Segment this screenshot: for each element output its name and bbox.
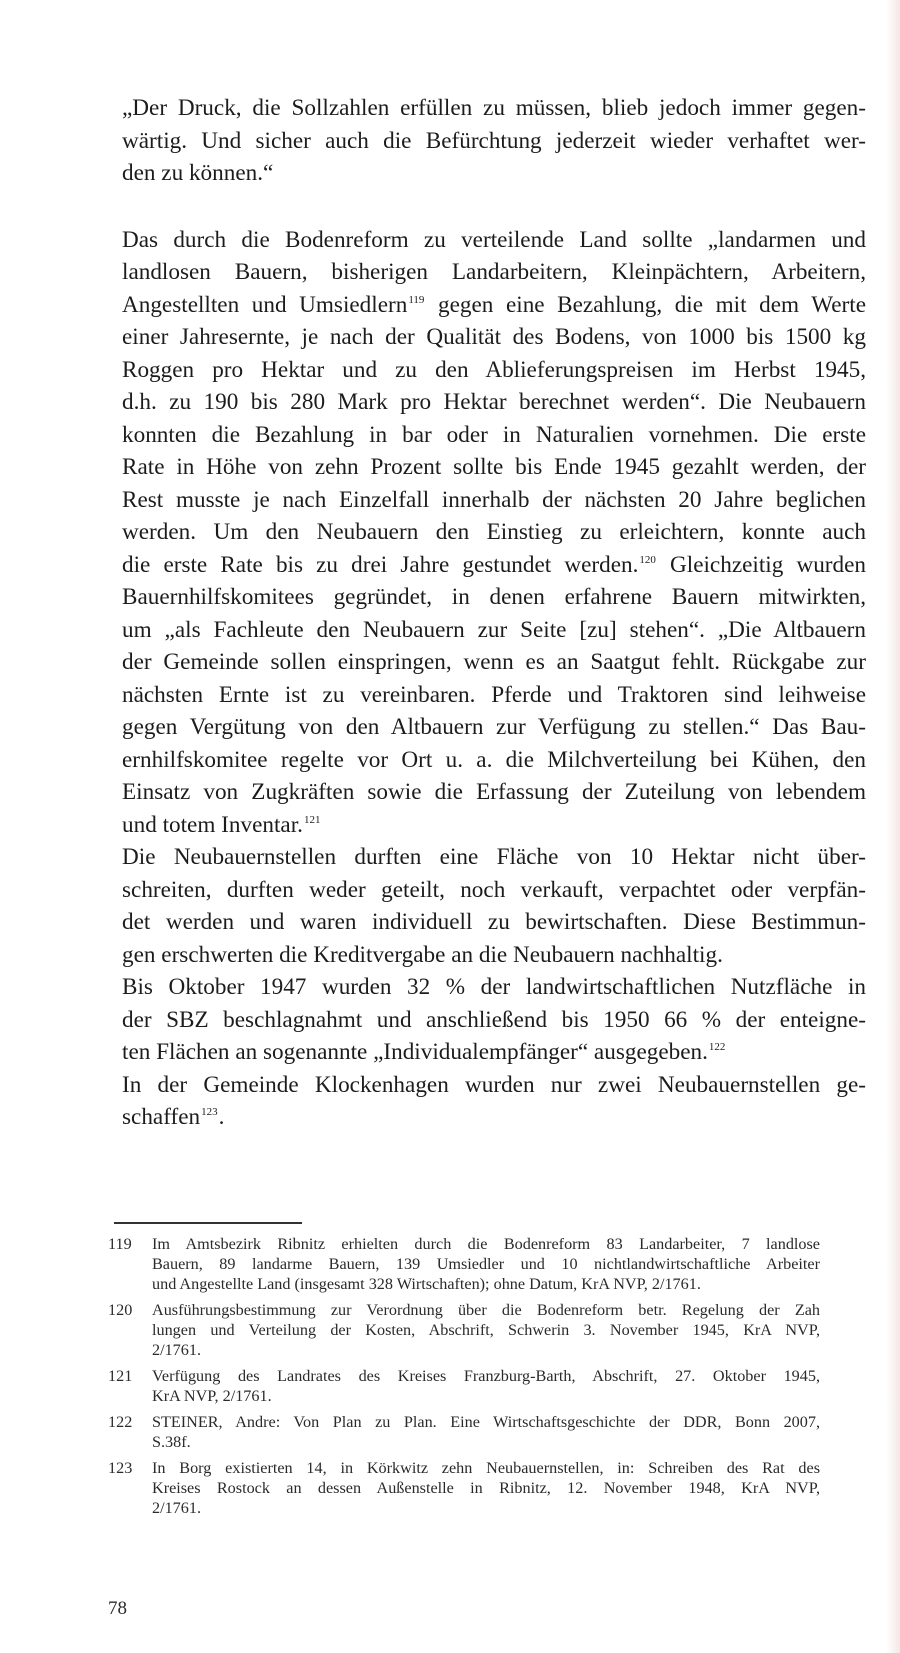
text-run: schaffen (122, 1104, 201, 1130)
footnote-line: 2/1761. (152, 1499, 202, 1517)
text-run: Gleichzeitig wurden (656, 551, 866, 578)
text-line (122, 451, 866, 484)
text-line (122, 224, 866, 257)
text-line (122, 516, 866, 549)
footnote-number: 119 (108, 1235, 132, 1253)
footnote-reference[interactable]: 122 (708, 1041, 726, 1053)
text-run: Bis Oktober 1947 wurden 32 % der landwirtschaftlichen Nutzfläche in (122, 974, 866, 1000)
footnote-number: 121 (108, 1367, 133, 1385)
text-line: Die Neubauernstellen durften eine Fläche von 10 Hektar nicht über- (122, 844, 866, 870)
footnote-123 (108, 1458, 820, 1518)
footnote-line: Kreises Rostock an dessen Außenstelle in Ribnitz, 12. November 1948, KrA NVP, (152, 1479, 820, 1497)
text-run: ernhilfskomitee regelte vor Ort u. a. die Milchverteilung bei Kühen, den (122, 746, 866, 773)
text-run: Bauernhilfskomitees gegründet, in denen erfahrene Bauern mitwirkten, (122, 584, 866, 610)
text-line (122, 614, 866, 647)
text-line (122, 646, 866, 679)
text-line (122, 744, 866, 777)
paragraph-klockenhagen (122, 1069, 866, 1134)
text-run: die erste Rate bis zu drei Jahre gestundet werden. (122, 551, 639, 578)
text-run: In der Gemeinde Klockenhagen wurden nur zwei Neubauernstellen ge- (122, 1071, 866, 1098)
text-line (122, 1069, 866, 1102)
text-line (122, 971, 866, 1004)
text-line (122, 484, 866, 517)
text-run: werden. Um den Neubauern den Einstieg zu erleichtern, konnte auch (122, 519, 866, 545)
text-run: d.h. zu 190 bis 280 Mark pro Hektar berechnet werden“. Die Neubauern (122, 389, 866, 415)
text-line (122, 679, 866, 712)
text-run: Angestellten und Umsiedlern (122, 291, 408, 318)
text-line (122, 419, 866, 452)
page-number: 78 (108, 1598, 127, 1619)
footnote-number: 123 (108, 1459, 133, 1477)
text-line (122, 549, 866, 582)
page-edge-shadow (886, 0, 900, 1653)
footnote-120 (108, 1300, 820, 1360)
footnote-reference[interactable]: 123 (201, 1106, 218, 1118)
footnote-line: STEINER, Andre: Von Plan zu Plan. Eine Wirtschaftsgeschichte der DDR, Bonn 2007, (152, 1413, 820, 1431)
footnote-number: 122 (108, 1413, 133, 1431)
text-run: landlosen Bauern, bisherigen Landarbeitern, Kleinpächtern, Arbeitern, (122, 259, 866, 285)
footnotes (108, 1222, 820, 1524)
paragraph-sbz-statistics (122, 971, 866, 1069)
text-run: der SBZ beschlagnahmt und anschließend bis 1950 66 % der enteigne- (122, 1006, 866, 1033)
text-line (122, 1036, 866, 1069)
paragraph-bodenreform (122, 224, 866, 842)
footnote-line: In Borg existierten 14, in Körkwitz zehn Neubauernstellen, in: Schreiben des Rat des (152, 1459, 820, 1477)
text-line: wärtig. Und sicher auch die Befürchtung jederzeit wieder verhaftet wer- (122, 127, 866, 154)
footnote-line: Verfügung des Landrates des Kreises Franzburg-Barth, Abschrift, 27. Oktober 1945, (152, 1367, 820, 1385)
footnote-122 (108, 1412, 820, 1452)
footnote-line: S.38f. (152, 1433, 191, 1451)
footnote-number: 120 (108, 1301, 133, 1319)
text-line (122, 386, 866, 419)
text-run: einer Jahresernte, je nach der Qualität des Bodens, von 1000 bis 1500 kg (122, 324, 866, 350)
text-run: Rate in Höhe von zehn Prozent sollte bis Ende 1945 gezahlt werden, der (122, 454, 866, 480)
footnote-119 (108, 1234, 820, 1294)
footnote-line: Im Amtsbezirk Ribnitz erhielten durch die Bodenreform 83 Landarbeiter, 7 landlose (152, 1235, 820, 1253)
text-run: und totem Inventar. (122, 811, 303, 838)
text-line (122, 581, 866, 614)
text-run: Roggen pro Hektar und zu den Ablieferungspreisen im Herbst 1945, (122, 356, 866, 383)
text-run: um „als Fachleute den Neubauern zur Seite [zu] stehen“. „Die Altbauern (122, 616, 866, 643)
text-line: gen erschwerten die Kreditvergabe an die Neubauern nachhaltig. (122, 941, 723, 968)
footnote-line: und Angestellte Land (insgesamt 328 Wirtschaften); ohne Datum, KrA NVP, 2/1761. (152, 1275, 701, 1293)
text-line: schreiten, durften weder geteilt, noch verkauft, verpachtet oder verpfän- (122, 876, 866, 903)
text-line (122, 711, 866, 744)
text-line (122, 256, 866, 289)
text-line (122, 289, 866, 322)
text-line: „Der Druck, die Sollzahlen erfüllen zu müssen, blieb jedoch immer gegen- (122, 95, 866, 121)
text-run: Rest musste je nach Einzelfall innerhalb der nächsten 20 Jahre beglichen (122, 486, 866, 513)
footnote-reference[interactable]: 120 (639, 553, 656, 566)
paragraph-quote (122, 92, 866, 190)
body-text (122, 92, 866, 1134)
text-line (122, 354, 866, 387)
text-run: nächsten Ernte ist zu vereinbaren. Pferde und Traktoren sind leihweise (122, 681, 866, 708)
footnote-121 (108, 1366, 820, 1406)
text-run: . (218, 1104, 225, 1130)
text-run: ten Flächen an sogenannte „Individualempfänger“ ausgegeben. (122, 1039, 708, 1065)
footnote-line: 2/1761. (152, 1341, 202, 1359)
text-run: konnten die Bezahlung in bar oder in Naturalien vornehmen. Die erste (122, 421, 866, 448)
footnote-divider (114, 1222, 302, 1224)
paragraph-neubauernstellen (122, 841, 866, 971)
text-line (122, 809, 866, 842)
text-run: der Gemeinde sollen einspringen, wenn es an Saatgut fehlt. Rückgabe zur (122, 649, 866, 675)
footnote-line: lungen und Verteilung der Kosten, Abschrift, Schwerin 3. November 1945, KrA NVP, (152, 1321, 820, 1339)
text-line: den zu können.“ (122, 160, 274, 186)
text-run: Einsatz von Zugkräften sowie die Erfassung der Zuteilung von lebendem (122, 779, 866, 805)
footnote-line: KrA NVP, 2/1761. (152, 1387, 272, 1405)
text-run: Das durch die Bodenreform zu verteilende Land sollte „landarmen und (122, 226, 866, 253)
text-line (122, 1101, 866, 1134)
footnote-reference[interactable]: 121 (303, 813, 321, 826)
text-line: det werden und waren individuell zu bewirtschaften. Diese Bestimmun- (122, 909, 866, 935)
text-run: gegen eine Bezahlung, die mit dem Werte (425, 291, 866, 318)
footnote-reference[interactable]: 119 (408, 293, 425, 306)
footnote-line: Ausführungsbestimmung zur Verordnung über die Bodenreform betr. Regelung der Zah (152, 1301, 820, 1319)
text-line (122, 1004, 866, 1037)
text-run: gegen Vergütung von den Altbauern zur Verfügung zu stellen.“ Das Bau- (122, 714, 866, 740)
text-line (122, 776, 866, 809)
footnote-line: Bauern, 89 landarme Bauern, 139 Umsiedler und 10 nichtlandwirtschaftliche Arbeiter (152, 1255, 820, 1273)
text-line (122, 321, 866, 354)
